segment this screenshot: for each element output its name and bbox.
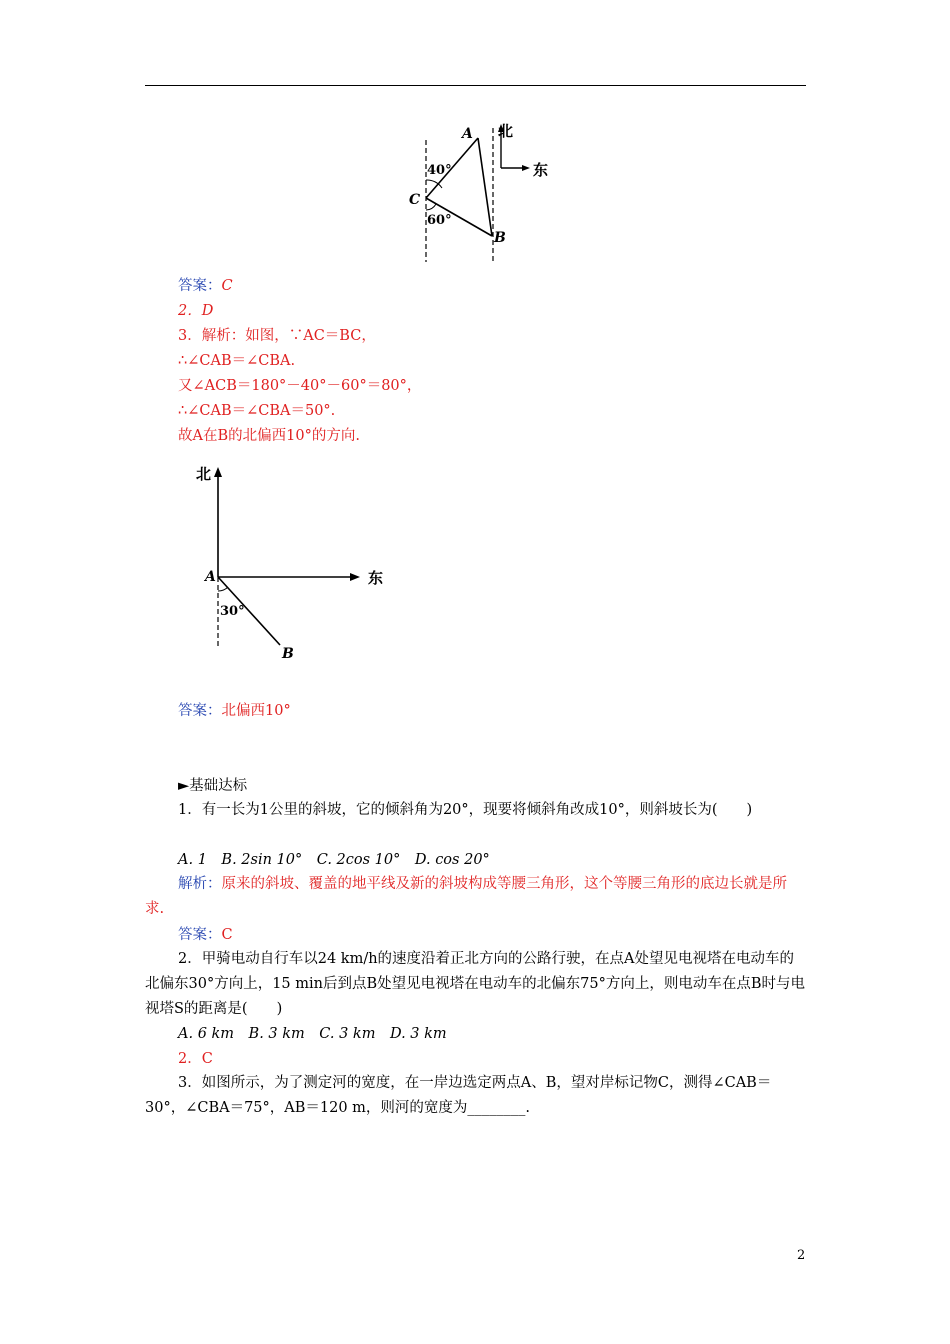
prev-step-3: ∴∠CAB＝∠CBA＝50°. [178,403,336,419]
question-1-options: A. 1 B. 2sin 10° C. 2cos 10° D. cos 20° [178,852,490,868]
fig2-label-north: 北 [196,465,212,483]
fig1-label-b: B [494,230,506,246]
figure-bearing-30 [190,455,400,665]
section-heading: ►基础达标 [178,778,248,794]
prev-conclusion: 故A在B的北偏西10°的方向. [178,428,360,444]
fig2-label-east: 东 [368,569,384,587]
question-1: 1．有一长为1公里的斜坡，它的倾斜角为20°，现要将倾斜角改成10°，则斜坡长为( ) [178,802,753,818]
fig1-angle-bottom: 60° [427,213,452,228]
prev-answer-3: 答案：北偏西10° [178,703,291,719]
prev-answer-1: 答案：C [178,278,233,294]
question-2-options: A. 6 km B. 3 km C. 3 km D. 3 km [178,1026,447,1042]
fig2-label-a: A [205,569,216,585]
fig1-angle-top: 40° [427,163,452,178]
question-1-answer: 答案：C [178,927,233,943]
fig2-label-b: B [282,646,294,662]
question-3: 3．如图所示，为了测定河的宽度，在一岸边选定两点A、B，望对岸标记物C，测得∠CAB＝30°，∠CBA＝75°，AB＝120 m，则河的宽度为________. [145,1075,772,1116]
prev-step-2: 又∠ACB＝180°－40°－60°＝80°， [178,378,422,394]
prev-answer-2: 2．D [178,303,214,319]
prev-solution-3: 3．解析：如图，∵AC＝BC， [178,328,376,344]
fig1-label-east: 东 [533,161,549,179]
question-2: 2．甲骑电动自行车以24 km/h的速度沿着正北方向的公路行驶，在点A处望见电视塔在电动车的北偏东30°方向上，15 min后到点B处望见电视塔在电动车的北偏东75°方向上，则电动车在点B时与电视塔S的距离是( ) [145,951,805,1017]
question-1-solution: 解析：原来的斜坡、覆盖的地平线及新的斜坡构成等腰三角形，这个等腰三角形的底边长就是所求. [145,876,787,917]
fig2-angle: 30° [220,604,245,619]
question-2-answer: 2．C [178,1051,213,1067]
fig1-label-north: 北 [498,122,514,140]
page-number: 2 [797,1248,806,1263]
figure-triangle-bearing [400,118,560,268]
header-rule [145,85,806,86]
fig1-label-a: A [462,126,473,142]
prev-step-1: ∴∠CAB＝∠CBA. [178,353,296,369]
fig1-label-c: C [409,192,421,208]
